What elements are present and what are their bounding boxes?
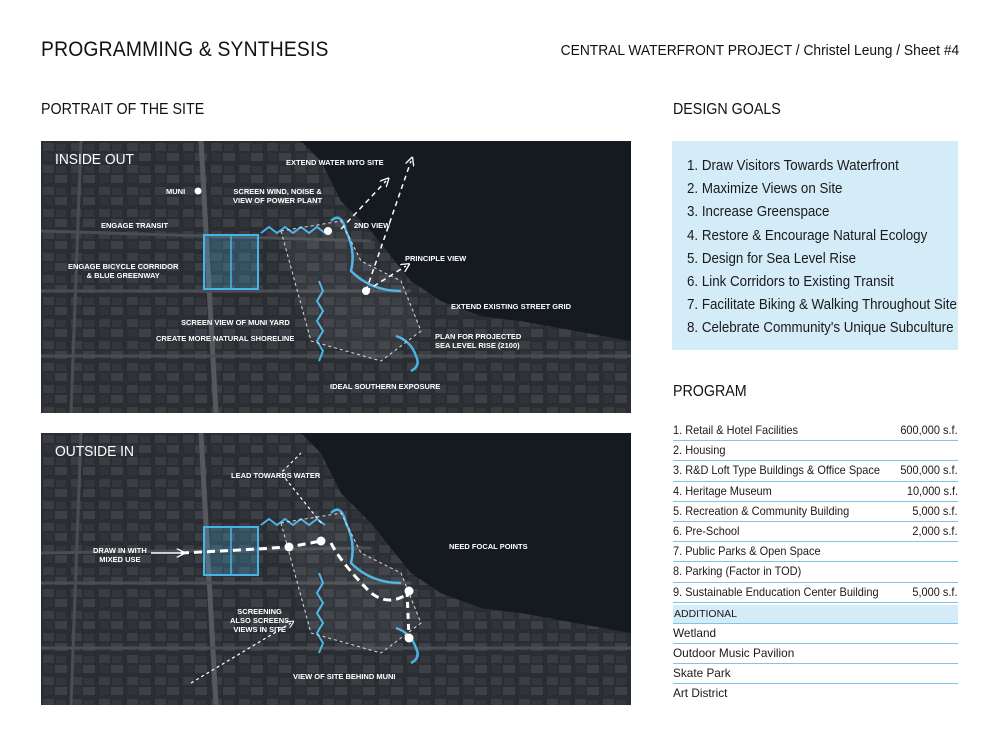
program-row xyxy=(673,461,958,481)
label-southern-exposure: IDEAL SOUTHERN EXPOSURE xyxy=(330,382,441,391)
design-goal-item: 3. Increase Greenspace xyxy=(687,204,830,221)
label-view-behind-muni: VIEW OF SITE BEHIND MUNI xyxy=(293,672,396,681)
program-area: 600,000 s.f. xyxy=(900,423,958,437)
project-credit: CENTRAL WATERFRONT PROJECT / Christel Leung / Sheet #4 xyxy=(560,42,959,59)
outside-in-title: OUTSIDE IN xyxy=(55,443,134,460)
outside-in-map-graphic xyxy=(41,433,631,705)
program-row xyxy=(673,502,958,522)
program-row xyxy=(673,522,958,542)
label-muni: MUNI xyxy=(166,187,186,196)
additional-item: Art District xyxy=(673,686,728,701)
design-goal-item: 5. Design for Sea Level Rise xyxy=(687,250,857,267)
program-area: 2,000 s.f. xyxy=(912,523,958,538)
label-extend-grid: EXTEND EXISTING STREET GRID xyxy=(451,302,572,311)
program-name: 6. Pre-School xyxy=(673,523,740,538)
label-sea-level: PLAN FOR PROJECTED SEA LEVEL RISE (2100) xyxy=(435,332,522,350)
program-name: 7. Public Parks & Open Space xyxy=(673,544,821,559)
label-lead-water: LEAD TOWARDS WATER xyxy=(231,471,321,480)
portrait-heading: PORTRAIT OF THE SITE xyxy=(41,101,205,118)
label-draw-in: DRAW IN WITH MIXED USE xyxy=(93,546,147,564)
program-name: 2. Housing xyxy=(673,443,726,458)
program-name: 1. Retail & Hotel Facilities xyxy=(673,423,798,437)
design-goal-item: 6. Link Corridors to Existing Transit xyxy=(687,273,894,290)
label-2nd-view: 2ND VIEW xyxy=(354,221,391,230)
design-goals-list xyxy=(672,141,958,341)
design-goal-item: 7. Facilitate Biking & Walking Throughout Site xyxy=(687,297,957,314)
program-row xyxy=(673,562,958,582)
program-table xyxy=(673,421,958,703)
program-area: 5,000 s.f. xyxy=(912,503,958,518)
program-name: 3. R&D Loft Type Buildings & Office Space xyxy=(673,463,880,478)
program-row xyxy=(673,583,958,603)
design-goal-item: 1. Draw Visitors Towards Waterfront xyxy=(687,158,899,174)
additional-item: Skate Park xyxy=(673,664,958,684)
program-name: 9. Sustainable Enducation Center Building xyxy=(673,584,879,599)
program-row xyxy=(673,421,958,441)
program-row xyxy=(673,441,958,461)
label-screening: SCREENING ALSO SCREENS VIEWS IN SITE xyxy=(230,607,290,634)
program-area: 5,000 s.f. xyxy=(912,584,958,599)
additional-item: Outdoor Music Pavilion xyxy=(673,644,958,664)
design-goal-item: 4. Restore & Encourage Natural Ecology xyxy=(687,227,928,244)
label-screen-muni-yard: SCREEN VIEW OF MUNI YARD xyxy=(181,318,290,327)
label-engage-transit: ENGAGE TRANSIT xyxy=(101,221,169,230)
label-engage-bicycle: ENGAGE BICYCLE CORRIDOR & BLUE GREENWAY xyxy=(68,262,179,280)
design-goals-heading: DESIGN GOALS xyxy=(673,101,781,118)
program-name: 4. Heritage Museum xyxy=(673,483,772,498)
additional-item: Wetland xyxy=(673,624,958,644)
page-title: PROGRAMMING & SYNTHESIS xyxy=(41,38,329,61)
program-heading: PROGRAM xyxy=(673,383,747,400)
label-focal-points: NEED FOCAL POINTS xyxy=(449,542,528,551)
program-area: 500,000 s.f. xyxy=(900,463,958,478)
design-goals-box xyxy=(672,141,958,350)
outside-in-map xyxy=(41,433,631,705)
program-row xyxy=(673,482,958,502)
program-area: 10,000 s.f. xyxy=(906,483,958,498)
inside-out-title: INSIDE OUT xyxy=(55,151,134,168)
design-goal-item: 2. Maximize Views on Site xyxy=(687,181,843,198)
design-goal-item: 8. Celebrate Community's Unique Subculture xyxy=(687,320,954,337)
label-screen-wind: SCREEN WIND, NOISE & VIEW OF POWER PLANT xyxy=(233,187,323,205)
label-extend-water: EXTEND WATER INTO SITE xyxy=(286,158,384,167)
label-principle-view: PRINCIPLE VIEW xyxy=(405,254,467,263)
inside-out-map xyxy=(41,141,631,413)
program-name: 5. Recreation & Community Building xyxy=(673,503,850,518)
additional-heading: ADDITIONAL xyxy=(673,605,958,624)
label-natural-shoreline: CREATE MORE NATURAL SHORELINE xyxy=(156,334,295,343)
program-row xyxy=(673,542,958,562)
program-name: 8. Parking (Factor in TOD) xyxy=(673,564,802,579)
